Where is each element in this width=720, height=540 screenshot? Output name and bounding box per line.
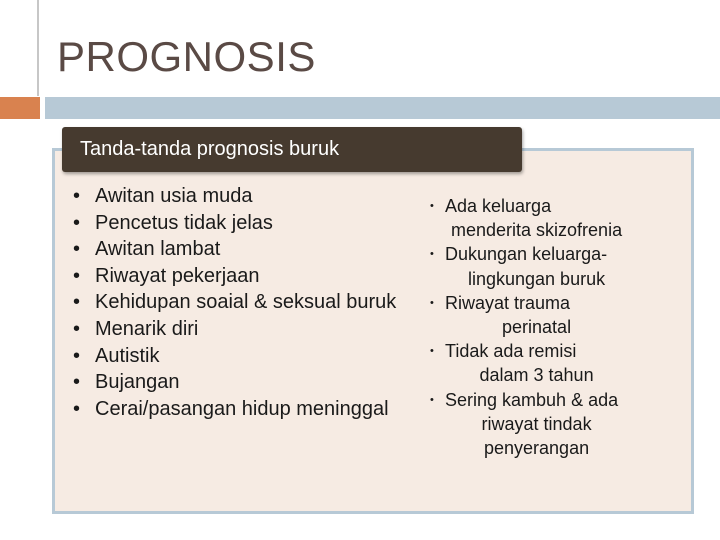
list-item-line: menderita skizofrenia <box>451 220 623 241</box>
list-item-line: perinatal <box>502 317 572 338</box>
list-item <box>430 242 622 290</box>
list-item <box>430 291 622 339</box>
list-item-line: dalam 3 tahun <box>479 365 594 386</box>
list-item-line: Dukungan keluarga- <box>445 244 608 265</box>
list-item: • Pencetus tidak jelas <box>73 210 396 237</box>
right-bullet-list <box>430 194 622 460</box>
list-item: • Kehidupan soaial & seksual buruk <box>73 289 396 316</box>
list-item-line: Sering kambuh & ada <box>445 389 619 410</box>
slide-title: PROGNOSIS <box>57 33 316 80</box>
list-item-line: Tidak ada remisi <box>445 341 577 362</box>
list-item <box>430 194 622 242</box>
list-item-line: Riwayat trauma <box>445 292 571 313</box>
list-item-line: riwayat tindak <box>481 413 592 434</box>
list-item-line: Ada keluarga <box>445 196 552 216</box>
left-bullet-list <box>73 183 396 422</box>
accent-bar-blue <box>45 97 720 119</box>
list-item: • Menarik diri <box>73 316 396 343</box>
list-item-line: lingkungan buruk <box>467 268 606 289</box>
list-item: • Autistik <box>73 343 396 370</box>
list-item: • Awitan lambat <box>73 236 396 263</box>
list-item: • Cerai/pasangan hidup meninggal <box>73 396 396 423</box>
frame-left-line <box>0 0 39 96</box>
accent-bar-orange <box>0 97 40 119</box>
list-item: • Awitan usia muda <box>73 183 396 210</box>
section-header <box>62 127 522 172</box>
list-item <box>430 339 622 387</box>
list-item: • Riwayat pekerjaan <box>73 263 396 290</box>
list-item <box>430 388 622 461</box>
list-item-line: penyerangan <box>484 438 590 459</box>
list-item: • Bujangan <box>73 369 396 396</box>
section-header-label: Tanda-tanda prognosis buruk <box>80 138 340 160</box>
